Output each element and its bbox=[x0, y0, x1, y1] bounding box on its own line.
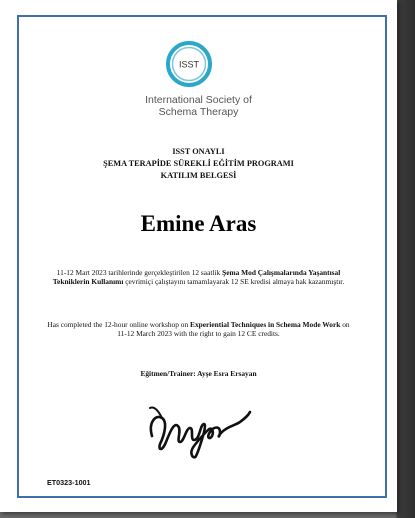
organization-name bbox=[0, 94, 397, 118]
heading-line3: KATILIM BELGESİ bbox=[160, 171, 237, 180]
heading-line2: ŞEMA TERAPİDE SÜREKLİ EĞİTİM PROGRAMI bbox=[103, 159, 294, 168]
certificate-heading bbox=[0, 146, 397, 182]
logo-text: ISST bbox=[178, 59, 200, 70]
english-description bbox=[46, 320, 351, 339]
english-text-before: Has completed the 12-hour online workshop on bbox=[47, 320, 191, 329]
turkish-workshop-title: Şema Mod Çalışmalarında Yaşantısal Tekniklerin Kullanımı bbox=[52, 268, 341, 287]
english-text-after: on 11-12 March 2023 with the right to gain 12 CE credits. bbox=[117, 320, 350, 339]
heading-line1: ISST ONAYLI bbox=[172, 147, 225, 156]
recipient-name: Emine Aras bbox=[140, 211, 257, 236]
org-name-line2: Schema Therapy bbox=[158, 106, 239, 118]
certificate-id: ET0323-1001 bbox=[47, 478, 91, 487]
turkish-text-after: çevrimiçi çalıştayını tamamlayarak 12 SE kredisi almaya hak kazanmıştır. bbox=[123, 277, 345, 287]
english-workshop-title: Experiential Techniques in Schema Mode Work bbox=[190, 320, 341, 329]
org-name-line1: International Society of bbox=[145, 94, 252, 106]
turkish-description bbox=[46, 268, 351, 287]
turkish-text-before: 11-12 Mart 2023 tarihlerinde gerçekleştirilen 12 saatlik bbox=[56, 268, 223, 277]
isst-logo-icon bbox=[165, 40, 213, 88]
trainer-line: Eğitmen/Trainer: Ayşe Esra Ersayan bbox=[140, 369, 257, 378]
signature-icon bbox=[138, 392, 258, 462]
